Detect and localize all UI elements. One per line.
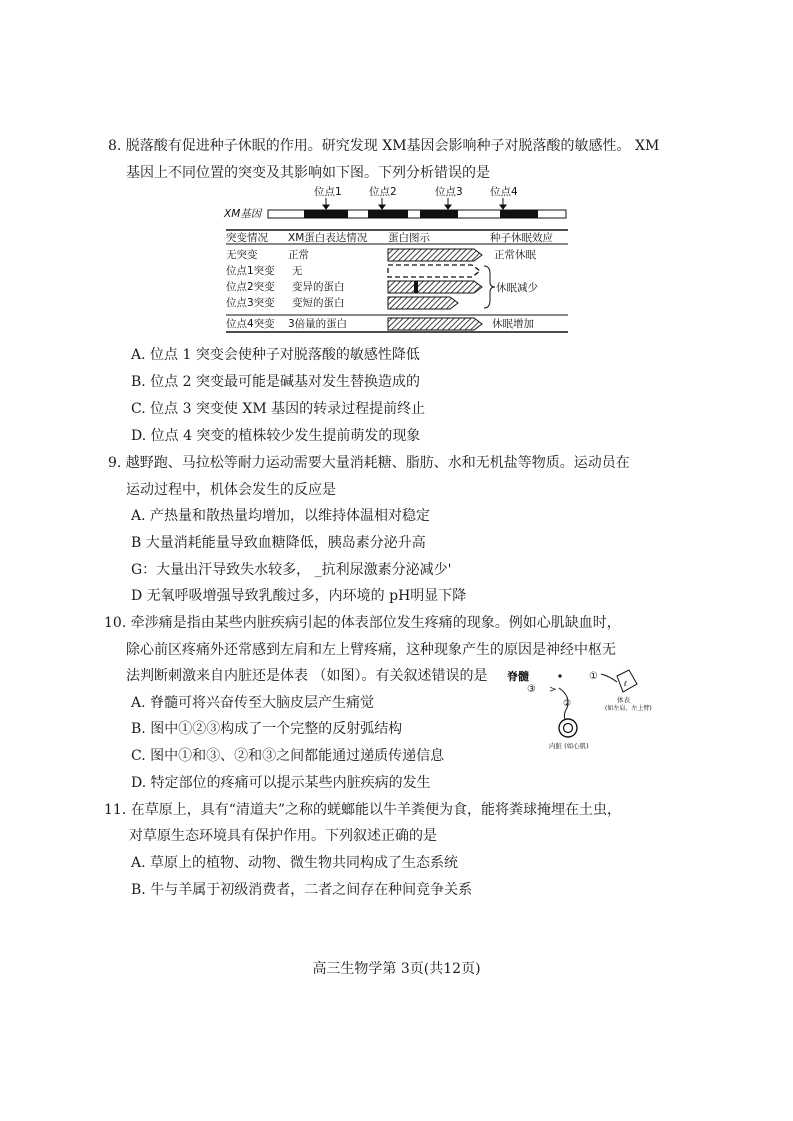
protein-variant-mark <box>414 281 418 293</box>
fig-num-2: ② <box>563 699 572 709</box>
skin-sublabel: (如左肩、左上臂) <box>605 705 652 712</box>
organ-label: 内脏 (如心肌) <box>549 742 589 750</box>
q10-option-d: D. 特定部位的疼痛可以提示某些内脏疾病的发生 <box>131 775 431 791</box>
fiber-to-skin <box>601 674 617 682</box>
fig-num-1: ① <box>589 671 598 682</box>
q11-option-a: A. 草原上的植物、动物、微生物共同构成了生态系统 <box>131 855 459 871</box>
q10-option-c: C. 图中①和③、②和③之间都能通过递质传递信息 <box>131 748 445 764</box>
protein-short <box>388 297 458 309</box>
row-mutation-0: 无突变 <box>226 249 258 261</box>
table-header-expression: XM蛋白表达情况 <box>288 232 368 244</box>
q8-option-b: B. 位点 2 突变最可能是碱基对发生替换造成的 <box>131 374 420 390</box>
q9-option-a: A. 产热量和散热量均增加，以维持体温相对稳定 <box>131 508 431 524</box>
q11-stem-line1: 11. 在草原上，具有“清道夫”之称的蜣螂能以牛羊粪便为食，能将粪球掩埋在土虫， <box>104 802 622 818</box>
table-header-mutation: 突变情况 <box>226 232 268 244</box>
q10-stem-line2: 除心前区疼痛外还常感到左肩和左上臂疼痛，这种现象产生的原因是神经中枢无 <box>126 642 616 658</box>
row-expression-1: 无 <box>292 265 303 277</box>
site-arrows <box>323 198 506 209</box>
site-label-1: 位点1 <box>314 186 342 198</box>
effect-bracket <box>484 266 495 308</box>
row-effect-0: 正常休眠 <box>494 249 536 261</box>
q8-option-a: A. 位点 1 突变会使种子对脱落酸的敏感性降低 <box>131 347 420 363</box>
skin-icon <box>617 670 637 692</box>
q11-option-b: B. 牛与羊属于初级消费者，二者之间存在种间竞争关系 <box>131 882 473 898</box>
q8-option-d: D. 位点 4 突变的植株较少发生提前萌发的现象 <box>131 428 421 444</box>
fig-num-3: ③ <box>527 684 536 695</box>
organ-inner-ring <box>564 724 573 733</box>
q8-stem-line1: 8. 脱落酸有促进种子休眠的作用。研究发现 XM基因会影响种子对脱落酸的敏感性。 XM <box>108 138 660 154</box>
q10-stem-line1: 10. 牵涉痛是指由某些内脏疾病引起的体表部位发生疼痛的现象。例如心肌缺血时， <box>104 615 621 631</box>
skin-mark: ℓ <box>624 680 627 688</box>
row-mutation-2: 位点2突变 <box>226 281 275 293</box>
fig-synapse-mark: > <box>549 685 557 695</box>
table-header-diagram: 蛋白图示 <box>388 232 430 244</box>
gene-bar <box>268 210 566 218</box>
spine-label: 脊髓 <box>507 670 529 683</box>
protein-variant <box>388 281 482 293</box>
row-expression-0: 正常 <box>288 249 309 261</box>
site-label-2: 位点2 <box>369 186 397 198</box>
protein-triple <box>388 318 482 330</box>
protein-absent <box>388 265 480 277</box>
q9-option-b: B 大量消耗能量导致血糖降低，胰岛素分泌升高 <box>131 535 426 551</box>
q9-stem-line1: 9. 越野跑、马拉松等耐力运动需要大量消耗糖、脂肪、水和无机盐等物质。运动员在 <box>108 455 630 471</box>
q10-figure <box>505 662 675 754</box>
q9-option-c: G：大量出汗导致失水较多， _抗利尿激素分泌减少' <box>131 562 452 578</box>
q10-option-b: B. 图中①②③构成了一个完整的反射弧结构 <box>131 721 403 737</box>
q9-option-d: D 无氧呼吸增强导致乳酸过多，内环境的 pH明显下降 <box>131 588 467 604</box>
fig-dot <box>558 674 561 677</box>
q8-option-c: C. 位点 3 突变使 XM 基因的转录过程提前终止 <box>131 401 426 417</box>
gene-label: XM基因 <box>224 208 262 220</box>
q8-figure <box>222 182 572 336</box>
q8-stem-line2: 基因上不同位置的突变及其影响如下图。下列分析错误的是 <box>126 165 490 181</box>
page-footer: 高三生物学第 3页(共12页) <box>312 961 481 977</box>
row-mutation-1: 位点1突变 <box>226 265 275 277</box>
q11-stem-line2: 对草原生态环境具有保护作用。下列叙述正确的是 <box>129 828 437 844</box>
q9-stem-line2: 运动过程中，机体会发生的反应是 <box>126 482 336 498</box>
row-mutation-3: 位点3突变 <box>226 297 275 309</box>
row-expression-4: 3倍量的蛋白 <box>288 318 348 330</box>
protein-normal <box>388 249 482 261</box>
row-effect-4: 休眠增加 <box>492 318 534 330</box>
row-expression-3: 变短的蛋白 <box>292 297 345 309</box>
row-expression-2: 变异的蛋白 <box>292 281 345 293</box>
organ-outer-ring <box>559 719 577 737</box>
bracket-label: 休眠减少 <box>496 282 538 294</box>
q10-option-a: A. 脊髓可将兴奋传至大脑皮层产生痛觉 <box>131 695 375 711</box>
skin-label: 体表 <box>617 696 630 704</box>
table-header-effect: 种子休眠效应 <box>490 232 553 244</box>
row-mutation-4: 位点4突变 <box>226 318 275 330</box>
q10-stem-line3: 法判断刺激来自内脏还是体表 （如图）。有关叙述错误的是 <box>126 668 488 684</box>
site-label-3: 位点3 <box>435 186 463 198</box>
site-label-4: 位点4 <box>490 186 518 198</box>
